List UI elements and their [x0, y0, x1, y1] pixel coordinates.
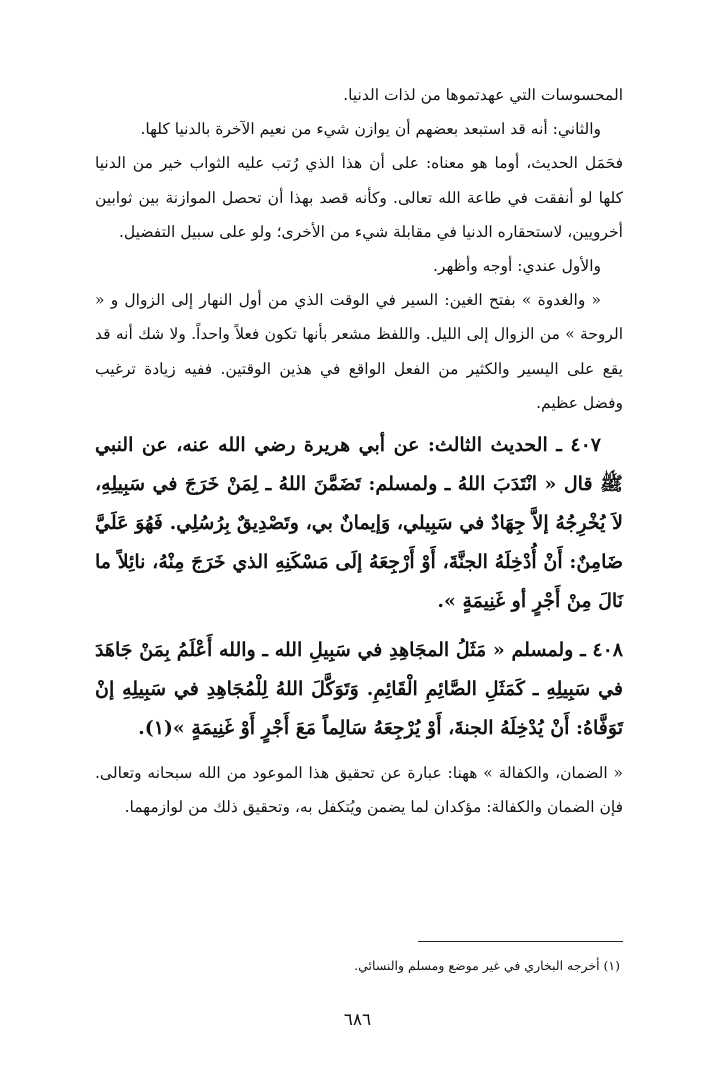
commentary-bottom [95, 756, 623, 824]
hadith-407 [95, 426, 623, 621]
hadith-408 [95, 631, 623, 748]
hadith-text: ٤٠٧ ـ الحديث الثالث: عن أبي هريرة رضي الله عنه، عن النبي ﷺ قال « انْتَدَبَ اللهُ ـ ولمسلم: تَضَمَّنَ اللهُ ـ لِمَنْ خَرَجَ في سَبِيلِهِ، لاَ يُخْرِجُهُ إلاَّ جِهَادٌ في سَبِيلي، وَإيمانٌ بي، وتَصْدِيقٌ بِرُسُلِي. فَهُوَ عَلَيَّ ضَامِنٌ: أَنْ أُدْخِلَهُ الجنَّةَ، أَوْ أَرْجِعَهُ إلَى مَسْكَنِهِ الذي خَرَجَ مِنْهُ، نائِلاً ما نَالَ مِنْ أَجْرٍ أو غَنِيمَةٍ ». [95, 434, 623, 613]
footnote: (١) أخرجه البخاري في غير موضع ومسلم والنسائي. [354, 958, 620, 973]
page-number: ٦٨٦ [343, 1010, 372, 1030]
hadith-text: ٤٠٨ ـ ولمسلم « مَثَلُ المجَاهِدِ في سَبِيلِ الله ـ والله أَعْلَمُ بِمَنْ جَاهَدَ في سَبِيلِهِ ـ كَمَثَلِ الصَّائِمِ الْقَائِمِ. وَتَوَكَّلَ اللهُ لِلْمُجَاهِدِ في سَبِيلِهِ إنْ تَوَفَّاهُ: أَنْ يُدْخِلَهُ الجنةَ، أَوْ يُرْجِعَهُ سَالِماً مَعَ أَجْرٍ أَوْ غَنِيمَةٍ »(١). [95, 639, 623, 740]
paragraph: والثاني: أنه قد استبعد بعضهم أن يوازن شيء من نعيم الآخرة بالدنيا كلها. [140, 120, 601, 139]
paragraph: « والغدوة » بفتح الغين: السير في الوقت الذي من أول النهار إلى الزوال و « الروحة » من الزوال إلى الليل. واللفظ مشعر بأنها تكون فعلاً واحداً. ولا شك أنه قد يقع على اليسير والكثير من الفعل الواقع في هذين الوقتين. ففيه زيادة ترغيب وفضل عظيم. [95, 291, 623, 412]
paragraph: فحَمَل الحديث، أوما هو معناه: على أن هذا الذي رُتب عليه الثواب خير من الدنيا كلها لو أنفقت في طاعة الله تعالى. وكأنه قصد بهذا أن تحصل الموازنة بين ثوابين أخرويين، لاستحقاره الدنيا في مقابلة شيء من الأخرى؛ ولو على سبيل التفضيل. [95, 154, 623, 241]
commentary-top [95, 78, 623, 420]
paragraph: والأول عندي: أوجه وأظهر. [432, 257, 601, 276]
paragraph: « الضمان، والكفالة » ههنا: عبارة عن تحقيق هذا الموعود من الله سبحانه وتعالى. فإن الضمان والكفالة: مؤكدان لما يضمن ويُتكفل به، وتحقيق ذلك من لوازمهما. [95, 764, 623, 817]
footnote-divider [418, 941, 623, 942]
paragraph: المحسوسات التي عهدتموها من لذات الدنيا. [343, 86, 623, 104]
page-body [95, 78, 623, 824]
